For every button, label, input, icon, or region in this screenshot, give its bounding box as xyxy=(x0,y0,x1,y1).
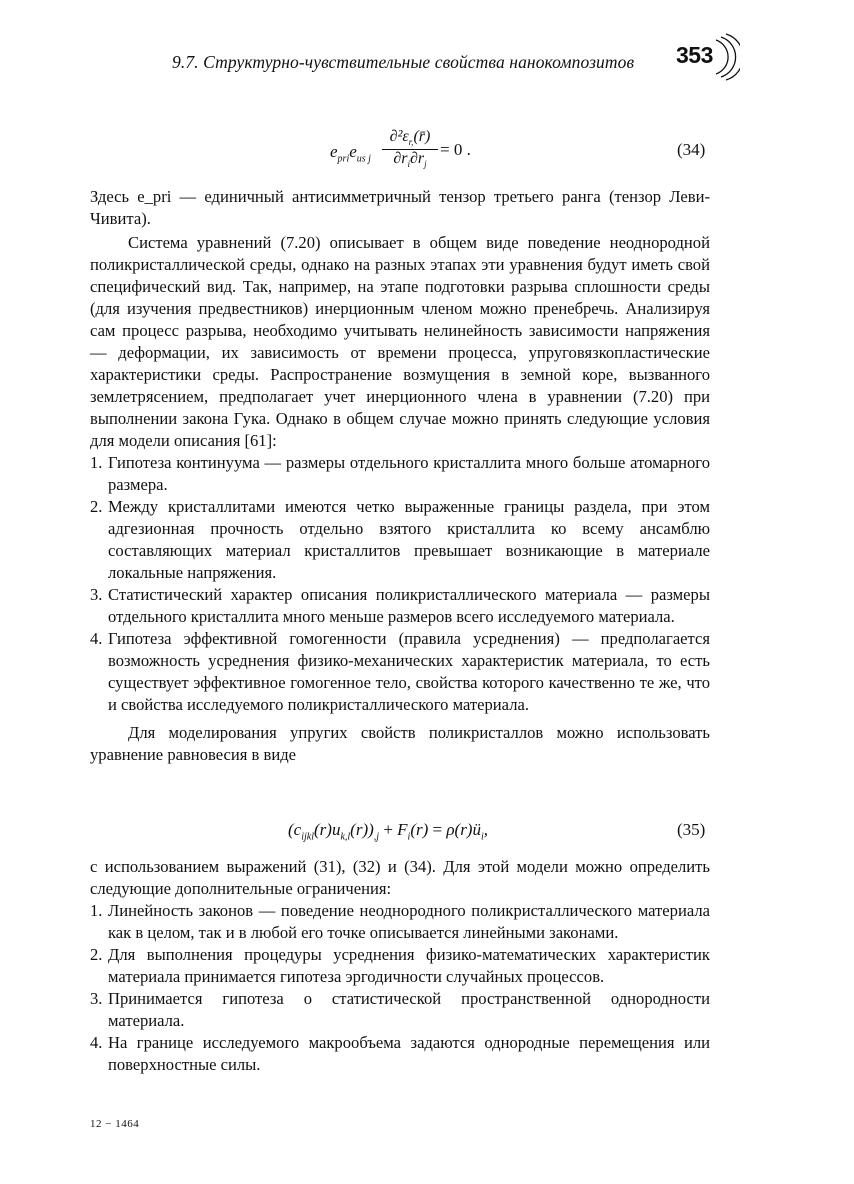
paragraph-model: Для моделирования упругих свойств поликристаллов можно использовать уравнение равновесия в виде xyxy=(90,723,710,764)
text-block-1 xyxy=(90,186,710,230)
paragraph-levi-civita: Здесь e_pri — единичный антисимметричный тензор третьего ранга (тензор Леви-Чивита). xyxy=(90,187,710,228)
list-item: 4. Гипотеза эффективной гомогенности (правила усреднения) — предполагается возможность усреднения физико-механических характеристик материала, то есть существует эффективное гомогенное тело, свойства которого качественно те же, что и свойства исследуемого поликристаллического материала. xyxy=(90,629,710,714)
list-item: 4. На границе исследуемого макрообъема задаются однородные перемещения или поверхностные силы. xyxy=(90,1033,710,1074)
list-item: 2. Для выполнения процедуры усреднения физико-математических характеристик материала принимается гипотеза эргодичности случайных процессов. xyxy=(90,945,710,986)
running-header: 9.7. Структурно-чувствительные свойства нанокомпозитов xyxy=(172,52,635,72)
equation-35: $(c_{ijkl}(r)u_{k,l}(r))_{,j} + F_i(r)$ = $\rho(r)ü_i$, xyxy=(288,820,489,843)
restrictions-list xyxy=(90,900,710,1076)
signature-mark: 12 − 1464 xyxy=(90,1118,140,1130)
equation-35-number: (35) xyxy=(677,820,706,839)
equation-34-number: (34) xyxy=(677,140,706,159)
page-number: 353 xyxy=(676,42,713,68)
list-item: 1. Гипотеза континуума — размеры отдельного кристаллита много больше атомарного размера. xyxy=(90,453,710,494)
list-item: 1. Линейность законов — поведение неоднородного поликристаллического материала как в целом, так и в любой его точке описывается линейными законами. xyxy=(90,901,710,942)
equation-34: $e_{pri}e_{us j}$ $\partial^2\varepsilon_{r,}(r̄)$ $\partial r_i\partial r_j$ = 0 . xyxy=(330,128,471,170)
list-item: 3. Принимается гипотеза о статистической пространственной однородности материала. xyxy=(90,989,710,1030)
conditions-list xyxy=(90,452,710,716)
text-block-3 xyxy=(90,856,710,1076)
list-item: 3. Статистический характер описания поликристаллического материала — размеры отдельного кристаллита много меньше размеров всего исследуемого материала. xyxy=(90,585,710,626)
paragraph-system: Система уравнений (7.20) описывает в общем виде поведение неоднородной поликристаллической среды, однако на разных этапах эти уравнения будут иметь свой специфический вид. Так, например, на этапе подготовки разрыва сплошности среды (для изучения предвестников) инерционным членом можно пренебречь. Анализируя сам процесс разрыва, необходимо учитывать нелинейность зависимости напряжения — деформации, их зависимость от времени процесса, упруговязкопластические характеристики среды. Распространение возмущения в земной коре, вызванного землетрясением, предполагает учет инерционного члена в уравнении (7.20) при выполнении закона Гука. Однако в общем случае можно принять следующие условия для модели описания [61]: xyxy=(90,233,710,450)
list-item: 2. Между кристаллитами имеются четко выраженные границы раздела, при этом адгезионная прочность отдельно взятого кристаллита ко всему ансамблю составляющих материал кристаллитов превышает возникающие в материале локальные напряжения. xyxy=(90,497,710,582)
page-number-arcs-icon xyxy=(710,32,740,82)
text-block-2 xyxy=(90,232,710,766)
paragraph-using: с использованием выражений (31), (32) и (34). Для этой модели можно определить следующие дополнительные ограничения: xyxy=(90,857,710,898)
